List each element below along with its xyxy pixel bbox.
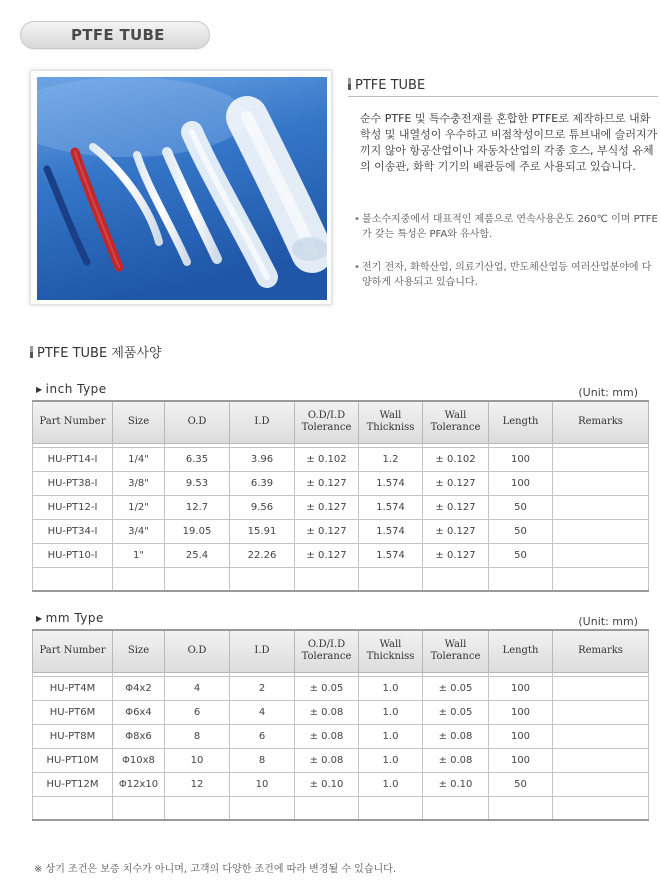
table-cell [33,796,113,820]
column-header: O.D [165,401,230,443]
table-cell: ± 0.102 [295,447,359,471]
table-cell [553,567,649,591]
table-cell: 1/4" [113,447,165,471]
page-title: PTFE TUBE [71,26,165,44]
table-cell: ± 0.08 [295,748,359,772]
intro-heading: PTFE TUBE [348,78,658,93]
column-header: Size [113,401,165,443]
table-cell: ± 0.127 [423,471,489,495]
table-cell: 50 [489,772,553,796]
table-cell [33,567,113,591]
table-cell [553,519,649,543]
table-cell: 15.91 [230,519,295,543]
table-row [33,471,649,495]
table-row [33,676,649,700]
table-cell [165,796,230,820]
table-cell: 4 [165,676,230,700]
table-cell: HU-PT4M [33,676,113,700]
table-cell [553,543,649,567]
table-cell: 1.574 [359,495,423,519]
table-cell: ± 0.127 [295,519,359,543]
table-cell: 19.05 [165,519,230,543]
table-cell: ± 0.127 [423,543,489,567]
column-header: Length [489,401,553,443]
table-cell: 8 [165,724,230,748]
table-cell [113,567,165,591]
table-cell: 12.7 [165,495,230,519]
table-cell: 100 [489,748,553,772]
table-cell: 1.0 [359,772,423,796]
table-cell: 100 [489,447,553,471]
table-cell: 9.56 [230,495,295,519]
bullet-icon: • [354,214,360,225]
column-header: Wall Thickniss [359,401,423,443]
table-cell: 6 [230,724,295,748]
section-marker-icon [30,346,33,358]
table-cell: 1.574 [359,543,423,567]
table-cell: 8 [230,748,295,772]
column-header: Wall Tolerance [423,401,489,443]
bullet-item: • 불소수지중에서 대표적인 제품으로 연속사용온도 260℃ 이며 PTFE가 갖는 특성은 PFA와 유사함. [354,214,658,240]
table-cell: 12 [165,772,230,796]
divider [348,96,658,97]
table-cell: Φ6x4 [113,700,165,724]
table-cell: ± 0.10 [295,772,359,796]
table-row [33,796,649,820]
table-cell [423,796,489,820]
intro-description: 순수 PTFE 및 특수충전재를 혼합한 PTFE로 제작하므로 내화학성 및 내열성이 우수하고 비점착성이므로 튜브내에 슬러지가 끼지 않아 항공산업이나 자동차산업의 각종 호스, 부식성 유체의 이송관, 화학 기기의 배관등에 주로 사용되고 있습니다. [360,112,658,173]
table-cell [113,796,165,820]
column-header: Remarks [553,630,649,672]
column-header: Wall Thickniss [359,630,423,672]
table-cell: ± 0.127 [295,471,359,495]
table-cell: 10 [165,748,230,772]
column-header: Wall Tolerance [423,630,489,672]
table-cell: HU-PT38-I [33,471,113,495]
table-header-row [33,401,649,443]
page-title-pill [20,21,210,49]
mm-unit-label: (Unit: mm) [578,615,638,628]
table-cell: HU-PT8M [33,724,113,748]
inch-type-title: ▶ inch Type [36,382,107,396]
table-header-row [33,630,649,672]
product-photo [30,70,332,305]
table-cell: 1.574 [359,471,423,495]
table-cell: ± 0.08 [295,700,359,724]
table-cell: 50 [489,543,553,567]
column-header: Size [113,630,165,672]
table-cell: 100 [489,676,553,700]
triangle-right-icon: ▶ [36,614,43,623]
table-cell: ± 0.08 [423,724,489,748]
table-cell: Φ12x10 [113,772,165,796]
section-marker-icon [348,78,351,90]
table-cell: HU-PT34-I [33,519,113,543]
table-cell [553,772,649,796]
table-row [33,519,649,543]
table-row [33,748,649,772]
table-cell: ± 0.127 [423,519,489,543]
table-cell: 1.574 [359,519,423,543]
table-row [33,772,649,796]
table-cell: 100 [489,724,553,748]
table-cell: 1" [113,543,165,567]
table-cell: 1/2" [113,495,165,519]
table-cell: HU-PT14-I [33,447,113,471]
table-cell: 6.35 [165,447,230,471]
table-cell: 4 [230,700,295,724]
table-cell: 50 [489,495,553,519]
ptfe-tubes-image [37,77,327,300]
table-cell: ± 0.127 [295,543,359,567]
column-header: Part Number [33,630,113,672]
table-cell: 6 [165,700,230,724]
table-row [33,543,649,567]
table-cell: ± 0.08 [295,724,359,748]
table-row [33,447,649,471]
table-cell [359,796,423,820]
table-cell: 100 [489,700,553,724]
table-row [33,495,649,519]
table-cell: HU-PT12-I [33,495,113,519]
table-cell [553,748,649,772]
table-cell: 22.26 [230,543,295,567]
table-cell: HU-PT12M [33,772,113,796]
table-row [33,700,649,724]
table-cell [553,676,649,700]
table-row [33,724,649,748]
table-cell [423,567,489,591]
table-cell [359,567,423,591]
table-cell: 2 [230,676,295,700]
table-cell: 1.2 [359,447,423,471]
table-cell: 100 [489,471,553,495]
table-cell: ± 0.10 [423,772,489,796]
table-cell: ± 0.05 [423,700,489,724]
mm-type-title: ▶ mm Type [36,611,104,625]
table-cell: ± 0.05 [423,676,489,700]
bullet-item: • 전기 전자, 화학산업, 의료기산업, 반도체산업등 여러산업분야에 다양하게 사용되고 있습니다. [354,262,652,288]
table-cell: HU-PT10-I [33,543,113,567]
table-cell [230,567,295,591]
table-cell: 1.0 [359,700,423,724]
table-cell [553,724,649,748]
column-header: Remarks [553,401,649,443]
inch-unit-label: (Unit: mm) [578,386,638,399]
triangle-right-icon: ▶ [36,385,43,394]
table-cell [553,471,649,495]
table-cell: ± 0.08 [423,748,489,772]
table-cell: ± 0.127 [295,495,359,519]
column-header: O.D [165,630,230,672]
table-cell [489,796,553,820]
table-cell: 3/4" [113,519,165,543]
table-cell: ± 0.102 [423,447,489,471]
table-cell [230,796,295,820]
table-cell [553,700,649,724]
footnote: ※ 상기 조건은 보증 치수가 아니며, 고객의 다양한 조건에 따라 변경될 수 있습니다. [34,864,397,875]
column-header: Part Number [33,401,113,443]
table-cell: HU-PT10M [33,748,113,772]
spec-heading: PTFE TUBE 제품사양 [30,342,162,361]
column-header: I.D [230,630,295,672]
table-cell: 9.53 [165,471,230,495]
table-cell: 3/8" [113,471,165,495]
table-cell [295,567,359,591]
table-cell: Φ4x2 [113,676,165,700]
table-cell [553,796,649,820]
table-cell: ± 0.05 [295,676,359,700]
table-cell: 25.4 [165,543,230,567]
column-header: O.D/I.D Tolerance [295,401,359,443]
table-row [33,567,649,591]
table-cell: Φ10x8 [113,748,165,772]
table-cell: 10 [230,772,295,796]
column-header: Length [489,630,553,672]
table-cell [295,796,359,820]
table-cell [553,495,649,519]
table-cell: 3.96 [230,447,295,471]
table-cell: 1.0 [359,748,423,772]
column-header: I.D [230,401,295,443]
table-cell: 1.0 [359,724,423,748]
table-cell: 1.0 [359,676,423,700]
column-header: O.D/I.D Tolerance [295,630,359,672]
mm-spec-table [32,629,649,821]
table-cell: HU-PT6M [33,700,113,724]
table-cell: Φ8x6 [113,724,165,748]
table-cell [553,447,649,471]
table-cell [165,567,230,591]
table-cell [489,567,553,591]
table-cell: 50 [489,519,553,543]
bullet-icon: • [354,262,360,273]
inch-spec-table [32,400,649,592]
table-cell: 6.39 [230,471,295,495]
table-cell: ± 0.127 [423,495,489,519]
